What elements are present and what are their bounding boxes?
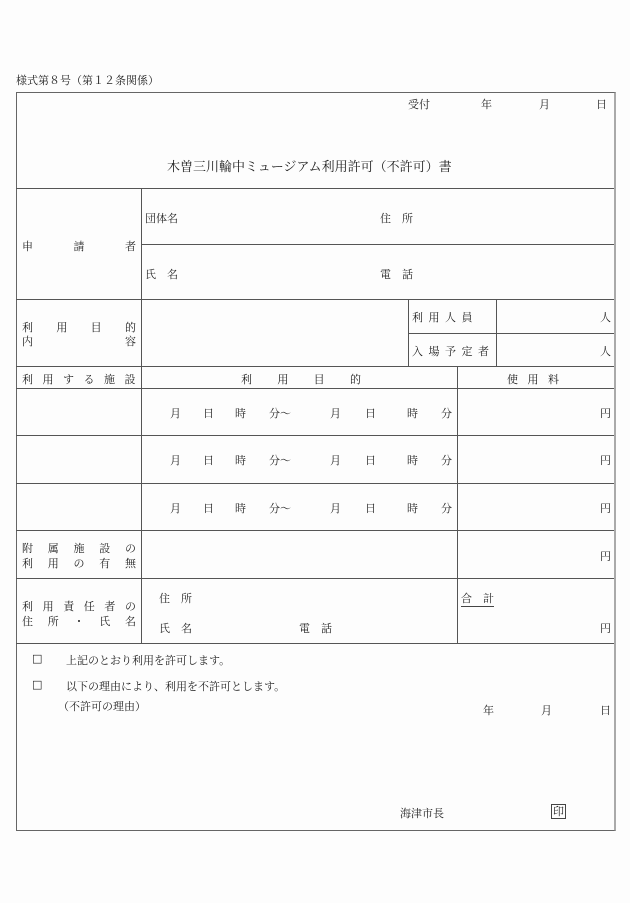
to-hour: 時: [407, 407, 418, 420]
fee-unit: 円: [600, 502, 611, 515]
divider: [16, 188, 614, 189]
attached-fee-field[interactable]: [459, 532, 595, 576]
to-hour: 時: [407, 454, 418, 467]
divider: [408, 333, 614, 334]
fee-unit: 円: [600, 407, 611, 420]
content-label: 内 容: [22, 335, 136, 348]
to-day: 日: [365, 454, 376, 467]
from-month: 月: [170, 407, 181, 420]
total-fee-field[interactable]: [459, 604, 595, 641]
deny-reason-label: （不許可の理由）: [58, 700, 146, 713]
deny-reason-field[interactable]: [60, 714, 460, 794]
decision-day: 日: [600, 704, 611, 717]
responsible-phone-label: 電 話: [299, 622, 332, 635]
from-hour: 時: [235, 454, 246, 467]
purpose-content-field[interactable]: [143, 301, 406, 364]
fee-field[interactable]: [459, 485, 595, 529]
document-title: 木曽三川輪中ミュージアム利用許可（不許可）書: [167, 160, 452, 175]
attached-fee-unit: 円: [600, 550, 611, 563]
attached-facility-label-line1: 附 属 施 設 の: [22, 542, 136, 555]
usage-purpose-header: 利 用 目 的: [241, 373, 361, 386]
org-name-label: 団体名: [145, 212, 178, 225]
from-day: 日: [203, 407, 214, 420]
divider: [496, 299, 497, 366]
applicant-phone-label: 電 話: [380, 268, 413, 281]
from-month: 月: [170, 502, 181, 515]
issuer-title: 海津市長: [400, 807, 444, 820]
from-day: 日: [203, 454, 214, 467]
divider: [141, 244, 614, 245]
purpose-label: 利 用 目 的: [22, 321, 136, 334]
to-minute: 分: [441, 454, 452, 467]
attached-facility-field[interactable]: [143, 532, 455, 576]
to-day: 日: [365, 502, 376, 515]
applicant-label: 申 請 者: [22, 240, 136, 253]
divider: [16, 366, 614, 367]
to-minute: 分: [441, 502, 452, 515]
divider: [16, 530, 614, 531]
total-label: 合 計: [461, 592, 494, 605]
decision-month: 月: [541, 704, 552, 717]
from-month: 月: [170, 454, 181, 467]
visitors-unit: 人: [600, 345, 611, 358]
attached-facility-label-line2: 利 用 の 有 無: [22, 557, 136, 570]
facility-field[interactable]: [18, 437, 139, 481]
divider: [141, 188, 142, 644]
from-hour: 時: [235, 407, 246, 420]
total-unit: 円: [600, 622, 611, 635]
received-label: 受付: [408, 98, 430, 111]
responsible-address-label: 住 所: [159, 592, 192, 605]
seal-icon: 印: [553, 805, 564, 818]
from-hour: 時: [235, 502, 246, 515]
deny-checkbox[interactable]: □: [32, 678, 43, 691]
divider: [16, 299, 614, 300]
divider: [16, 578, 614, 579]
responsible-name-label: 氏 名: [159, 622, 192, 635]
to-month: 月: [330, 407, 341, 420]
to-minute: 分: [441, 407, 452, 420]
applicant-name-phone-field[interactable]: [143, 246, 613, 298]
fee-field[interactable]: [459, 390, 595, 434]
divider: [16, 435, 614, 436]
applicant-address-label: 住 所: [380, 212, 413, 225]
to-hour: 時: [407, 502, 418, 515]
from-minute: 分〜: [269, 407, 291, 420]
permit-checkbox[interactable]: □: [32, 652, 43, 665]
responsible-info-field[interactable]: [143, 580, 455, 641]
divider: [16, 483, 614, 484]
facility-header: 利 用 す る 施 設: [22, 373, 139, 386]
responsible-label-line2: 住 所 ・ 氏 名: [22, 615, 136, 628]
facility-field[interactable]: [18, 390, 139, 434]
responsible-label-line1: 利 用 責 任 者 の: [22, 600, 136, 613]
from-minute: 分〜: [269, 502, 291, 515]
users-count-field[interactable]: [498, 301, 596, 331]
form-number: 様式第８号（第１２条関係）: [16, 74, 159, 87]
received-year: 年: [481, 98, 492, 111]
divider: [16, 388, 614, 389]
users-unit: 人: [600, 311, 611, 324]
to-month: 月: [330, 454, 341, 467]
deny-option-text: 以下の理由により、利用を不許可とします。: [66, 680, 286, 693]
facility-field[interactable]: [18, 485, 139, 529]
fee-field[interactable]: [459, 437, 595, 481]
decision-year: 年: [483, 704, 494, 717]
fee-header: 使 用 料: [507, 373, 562, 386]
users-count-label: 利 用 人 員: [412, 311, 474, 324]
to-day: 日: [365, 407, 376, 420]
divider: [408, 299, 409, 366]
divider: [457, 366, 458, 644]
permit-option-text: 上記のとおり利用を許可します。: [66, 654, 231, 667]
fee-unit: 円: [600, 454, 611, 467]
to-month: 月: [330, 502, 341, 515]
divider: [16, 643, 614, 644]
from-minute: 分〜: [269, 454, 291, 467]
applicant-name-label: 氏 名: [145, 268, 178, 281]
applicant-org-address-field[interactable]: [143, 190, 613, 242]
from-day: 日: [203, 502, 214, 515]
received-month: 月: [539, 98, 550, 111]
visitors-count-field[interactable]: [498, 335, 596, 365]
visitors-label: 入 場 予 定 者: [412, 345, 490, 358]
received-day: 日: [596, 98, 607, 111]
